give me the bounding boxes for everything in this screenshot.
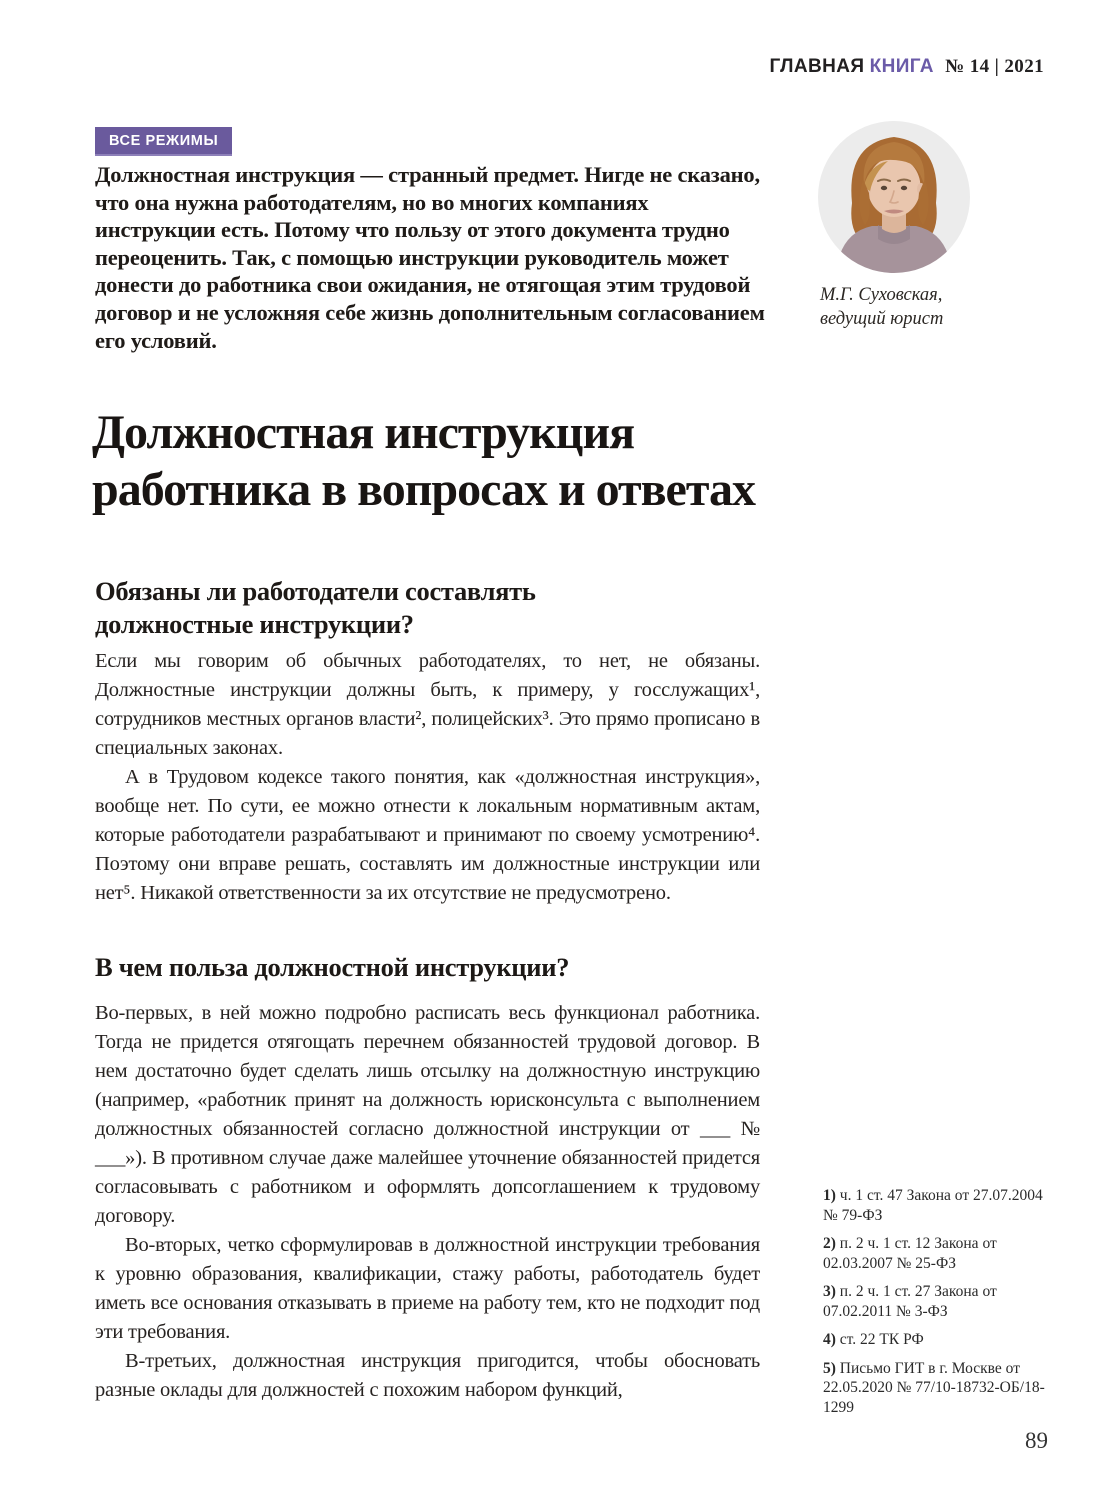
section-body-obligation (95, 647, 760, 908)
footnote-2 (823, 1234, 1051, 1273)
footnote-text: ч. 1 ст. 47 Закона от 27.07.2004 № 79-ФЗ (823, 1187, 1043, 1224)
footnote-5 (823, 1359, 1051, 1418)
paragraph: Во-первых, в ней можно подробно расписать весь функционал работника. Тогда не придется отягощать перечнем обязанностей трудовой договор. В нем достаточно будет сделать лишь отсылку на должностную инструкцию (например, «работник принят на должность юрисконсульта с выполнением должностных обязанностей согласно должностной инструкции от ___ № ___»). В противном случае даже малейшее уточнение обязанностей придется согласовывать с работником и оформлять допсоглашением к трудовому договору. (95, 1002, 760, 1227)
section-body-benefit (95, 999, 760, 1405)
rubric-badge: ВСЕ РЕЖИМЫ (95, 127, 232, 156)
section-heading-benefit: В чем польза должностной инструкции? (95, 952, 570, 982)
footnote-text: п. 2 ч. 1 ст. 27 Закона от 07.02.2011 № 3-ФЗ (823, 1283, 997, 1320)
paragraph: А в Трудовом кодексе такого понятия, как «должностная инструкция», вообще нет. По сути, ее можно отнести к локальным нормативным актам, которые работодатели разрабатывают и принимают по своему усмотрению⁴. Поэтому они вправе решать, составлять им должностные инструкции или нет⁵. Никакой ответственности за их отсутствие не предусмотрено. (95, 766, 760, 904)
author-portrait-illustration (818, 121, 970, 273)
page-number: 89 (1025, 1428, 1048, 1453)
footnote-3 (823, 1282, 1051, 1321)
article-title-line2: работника в вопросах и ответах (92, 463, 755, 516)
masthead-word1: ГЛАВНАЯ (769, 56, 865, 77)
author-photo (818, 121, 970, 273)
footnote-text: п. 2 ч. 1 ст. 12 Закона от 02.03.2007 № 25-ФЗ (823, 1235, 997, 1272)
footnote-number: 3) (823, 1283, 836, 1300)
footnote-text: Письмо ГИТ в г. Москве от 22.05.2020 № 77/10-18732-ОБ/18-1299 (823, 1359, 1045, 1416)
masthead-word2: КНИГА (869, 56, 934, 77)
footnote-number: 5) (823, 1359, 836, 1377)
footnote-number: 4) (823, 1331, 836, 1348)
author-role: ведущий юрист (820, 309, 944, 329)
footnotes-sidebar (823, 1186, 1051, 1426)
paragraph: Во-вторых, четко сформулировав в должностной инструкции требования к уровню образования, квалификации, стажу работы, работодатель будет иметь все основания отказывать в приеме на работу тем, кто не подходит под эти требования. (95, 1234, 760, 1343)
footnote-number: 2) (823, 1235, 836, 1252)
footnote-number: 1) (823, 1187, 836, 1204)
paragraph: В-третьих, должностная инструкция пригодится, чтобы обосновать разные оклады для должностей с похожим набором функций, (95, 1350, 760, 1401)
paragraph: Если мы говорим об обычных работодателях, то нет, не обязаны. Должностные инструкции должны быть, к примеру, у госслужащих¹, сотрудников местных органов власти², полицейских³. Это прямо прописано в специальных законах. (95, 650, 760, 759)
footnote-text: ст. 22 ТК РФ (839, 1331, 924, 1348)
footnote-4 (823, 1330, 1051, 1350)
footnote-1 (823, 1186, 1051, 1225)
author-caption (820, 283, 1040, 331)
article-title (92, 404, 1072, 518)
section-heading-obligation: Обязаны ли работодатели составлять должностные инструкции? (95, 576, 536, 639)
article-title-line1: Должностная инструкция (92, 406, 635, 459)
masthead (769, 56, 1044, 78)
masthead-issue: № 14 | 2021 (945, 56, 1044, 77)
lead-paragraph: Должностная инструкция — странный предмет. Нигде не сказано, что она нужна работодателям, но во многих компаниях инструкции есть. Потому что пользу от этого документа трудно переоценить. Так, с помощью инструкции руководитель может донести до работника свои ожидания, не отягощая этим трудовой договор и не усложняя себе жизнь дополнительным согласованием его условий. (95, 162, 765, 353)
author-name: М.Г. Суховская, (820, 285, 943, 305)
